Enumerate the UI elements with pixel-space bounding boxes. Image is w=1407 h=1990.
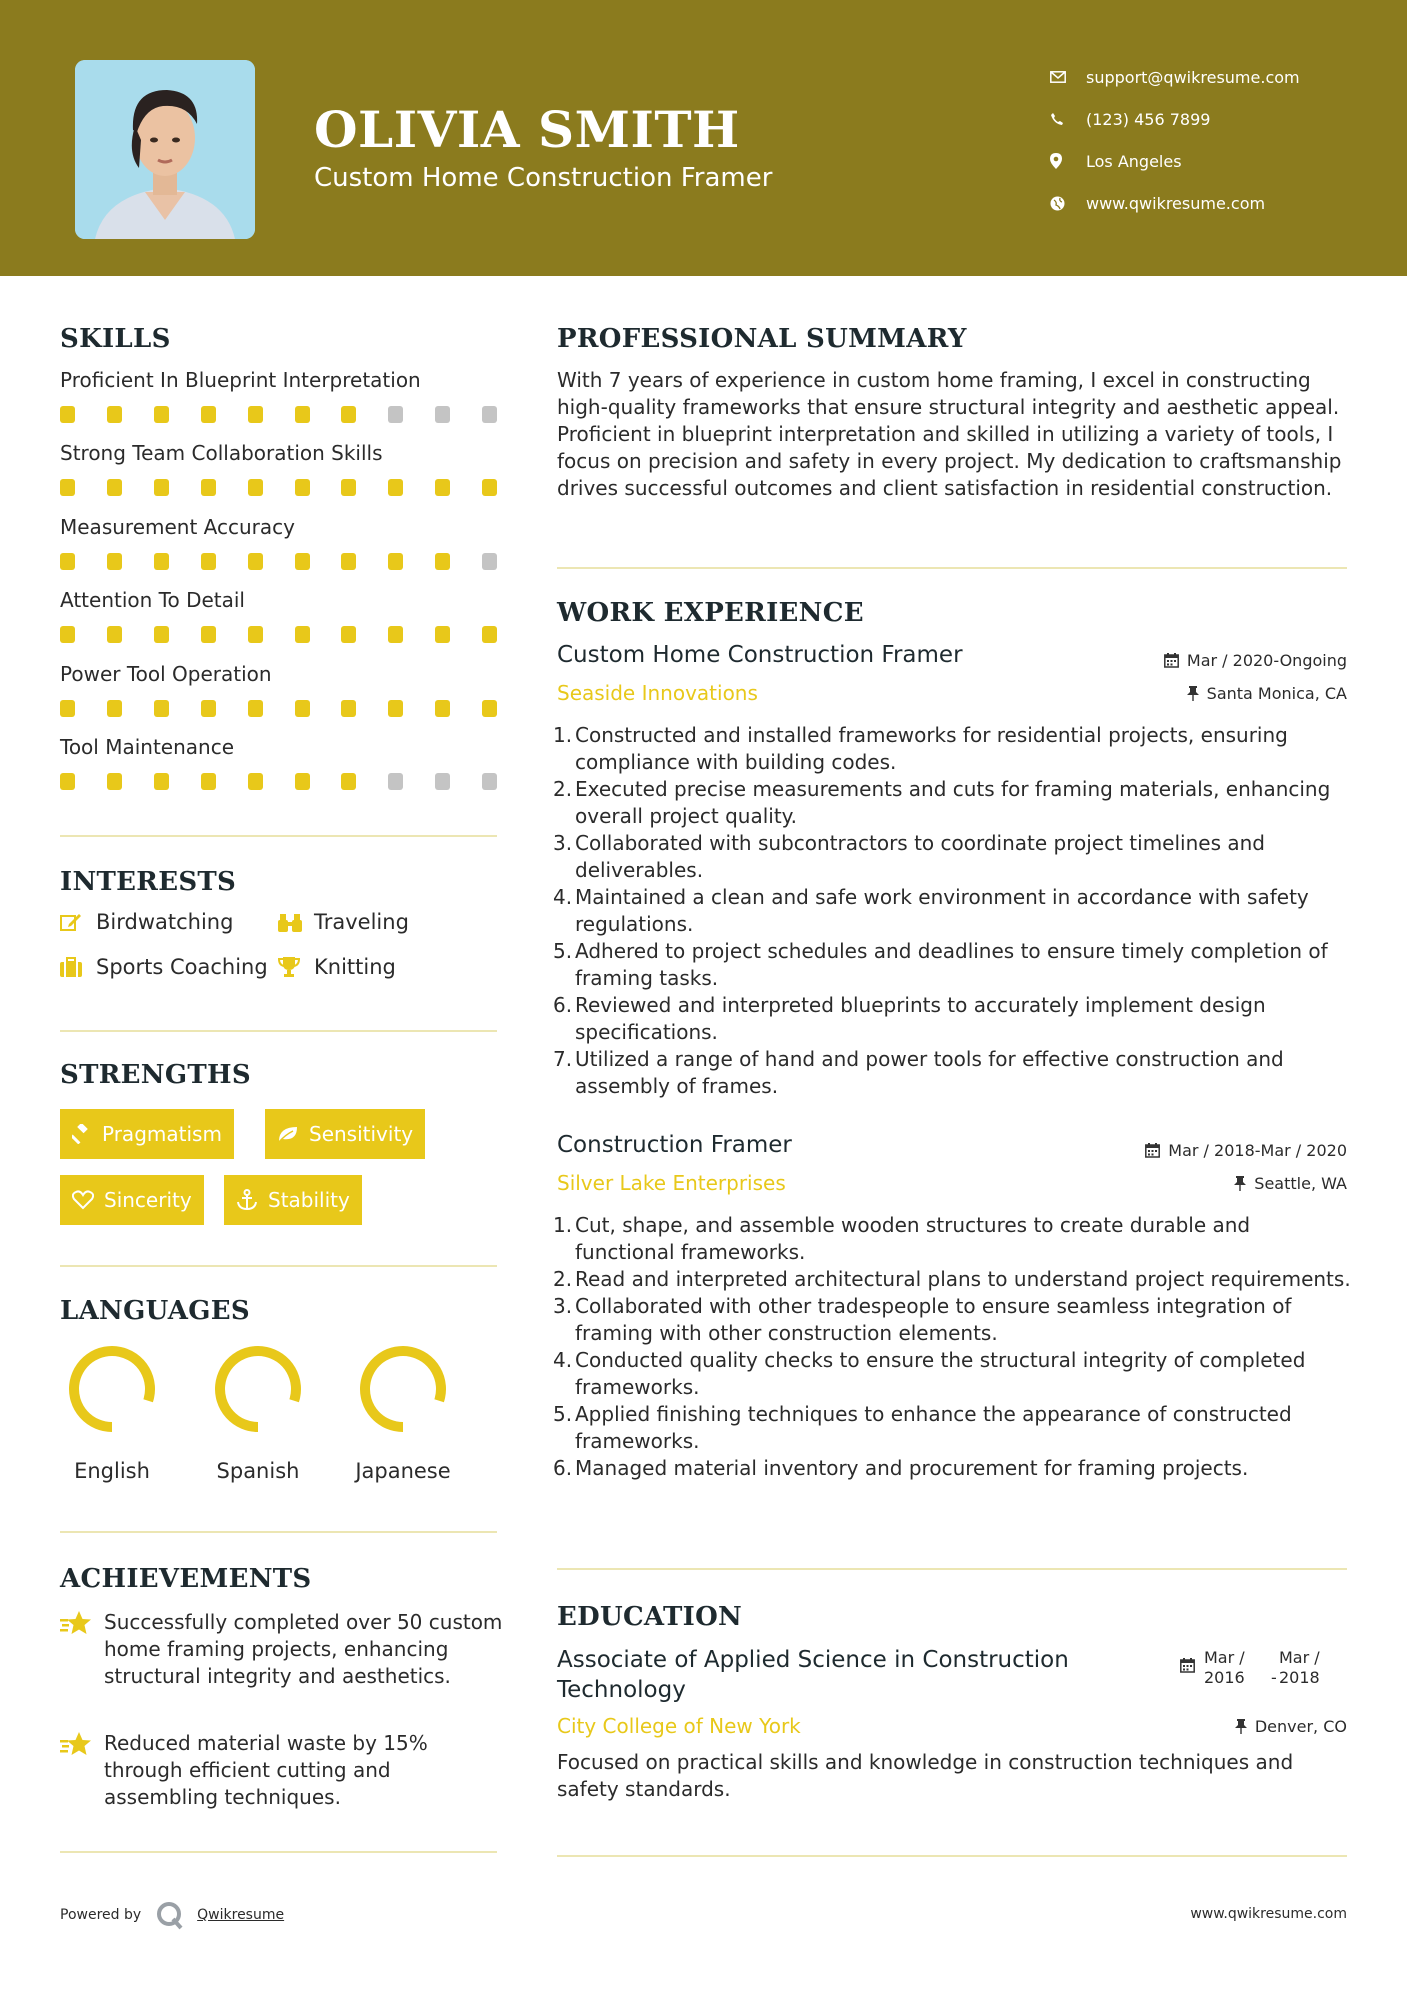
briefcase-icon bbox=[60, 957, 96, 977]
rating-dot-empty bbox=[482, 406, 497, 423]
job-title: Custom Home Construction Framer bbox=[557, 642, 963, 668]
rating-dot-filled bbox=[201, 626, 216, 643]
strength-tag bbox=[60, 1109, 234, 1159]
duty-number: 6. bbox=[553, 993, 573, 1017]
rating-dot-filled bbox=[248, 479, 263, 496]
rating-dot-filled bbox=[435, 479, 450, 496]
duty-item bbox=[553, 1347, 1353, 1401]
leaf-icon bbox=[277, 1125, 299, 1143]
resume-header bbox=[0, 0, 1407, 276]
job-duties bbox=[553, 1212, 1353, 1482]
rating-dot-filled bbox=[154, 700, 169, 717]
interest-item bbox=[60, 910, 233, 934]
skill-name: Tool Maintenance bbox=[60, 735, 235, 759]
duty-number: 3. bbox=[553, 1294, 573, 1318]
language-gauge bbox=[343, 1342, 463, 1446]
language-label: Japanese bbox=[355, 1459, 451, 1483]
rating-dot-filled bbox=[435, 626, 450, 643]
language-label: Spanish bbox=[216, 1459, 300, 1483]
duty-item bbox=[553, 776, 1353, 830]
rating-dot-filled bbox=[248, 700, 263, 717]
summary-heading: PROFESSIONAL SUMMARY bbox=[557, 324, 967, 354]
strength-label: Sensitivity bbox=[309, 1122, 414, 1146]
rating-dot-filled bbox=[295, 626, 310, 643]
rating-dot-filled bbox=[154, 773, 169, 790]
duty-number: 2. bbox=[553, 777, 573, 801]
duty-item bbox=[553, 1401, 1353, 1455]
divider bbox=[60, 1265, 497, 1267]
rating-dot-filled bbox=[295, 406, 310, 423]
rating-dot-filled bbox=[107, 773, 122, 790]
contact-phone[interactable] bbox=[1050, 98, 1370, 140]
language-gauge bbox=[198, 1342, 318, 1446]
divider bbox=[60, 1851, 497, 1853]
rating-dot-filled bbox=[60, 700, 75, 717]
achievement-text: Reduced material waste by 15% through efficient cutting and assembling techniques. bbox=[104, 1731, 428, 1809]
duty-text: Maintained a clean and safe work environment in accordance with safety regulations. bbox=[575, 885, 1309, 936]
skill-rating bbox=[60, 773, 500, 791]
education-location bbox=[1235, 1717, 1347, 1736]
rating-dot-filled bbox=[107, 406, 122, 423]
duty-item bbox=[553, 830, 1353, 884]
duty-text: Read and interpreted architectural plans to understand project requirements. bbox=[575, 1267, 1351, 1291]
duty-text: Managed material inventory and procurement for framing projects. bbox=[575, 1456, 1249, 1480]
envelope-icon bbox=[1050, 71, 1086, 83]
education-end-year: 2018 bbox=[1279, 1668, 1320, 1687]
footer-website-link[interactable]: www.qwikresume.com bbox=[1190, 1906, 1347, 1922]
rating-dot-filled bbox=[107, 479, 122, 496]
trophy-icon bbox=[278, 956, 314, 978]
contact-location bbox=[1050, 140, 1370, 182]
rating-dot-filled bbox=[388, 479, 403, 496]
anchor-icon bbox=[236, 1189, 258, 1211]
duty-text: Constructed and installed frameworks for residential projects, ensuring compliance with building codes. bbox=[575, 723, 1288, 774]
strength-tag bbox=[224, 1175, 362, 1225]
pushpin-icon bbox=[1235, 1719, 1247, 1734]
rating-dot-filled bbox=[341, 479, 356, 496]
education-start-month: Mar / bbox=[1204, 1648, 1245, 1667]
duty-item bbox=[553, 938, 1353, 992]
rating-dot-empty bbox=[388, 406, 403, 423]
interest-item bbox=[60, 955, 268, 979]
duty-number: 3. bbox=[553, 831, 573, 855]
job-location bbox=[1187, 684, 1347, 703]
language-arc bbox=[365, 1351, 441, 1427]
duty-number: 4. bbox=[553, 885, 573, 909]
rating-dot-filled bbox=[248, 553, 263, 570]
duty-text: Applied finishing techniques to enhance the appearance of constructed frameworks. bbox=[575, 1402, 1292, 1453]
skill-name: Proficient In Blueprint Interpretation bbox=[60, 368, 421, 392]
rating-dot-filled bbox=[388, 626, 403, 643]
calendar-icon bbox=[1164, 653, 1179, 668]
portrait-illustration bbox=[75, 60, 255, 239]
rating-dot-empty bbox=[482, 553, 497, 570]
interests-heading: INTERESTS bbox=[60, 867, 237, 897]
duty-text: Collaborated with subcontractors to coordinate project timelines and deliverables. bbox=[575, 831, 1265, 882]
skill-name: Attention To Detail bbox=[60, 588, 245, 613]
contact-email[interactable] bbox=[1050, 56, 1370, 98]
rating-dot-filled bbox=[341, 406, 356, 423]
rating-dot-filled bbox=[201, 553, 216, 570]
job-location-text: Seattle, WA bbox=[1254, 1174, 1347, 1193]
rating-dot-empty bbox=[435, 773, 450, 790]
job-location-text: Santa Monica, CA bbox=[1206, 684, 1347, 703]
date-separator: - bbox=[1271, 1668, 1277, 1687]
divider bbox=[557, 1855, 1347, 1857]
map-pin-icon bbox=[1050, 153, 1086, 169]
languages-heading: LANGUAGES bbox=[60, 1296, 250, 1326]
contact-location-text: Los Angeles bbox=[1086, 151, 1182, 171]
rating-dot-filled bbox=[295, 553, 310, 570]
rating-dot-filled bbox=[341, 773, 356, 790]
powered-by bbox=[60, 1900, 284, 1930]
job-dates-text: Mar / 2020-Ongoing bbox=[1186, 651, 1347, 670]
job-location bbox=[1234, 1174, 1347, 1193]
contact-website[interactable] bbox=[1050, 182, 1370, 224]
rating-dot-filled bbox=[154, 553, 169, 570]
rating-dot-filled bbox=[435, 553, 450, 570]
duty-number: 1. bbox=[553, 723, 573, 747]
duty-number: 7. bbox=[553, 1047, 573, 1071]
rating-dot-empty bbox=[435, 406, 450, 423]
contact-phone-text: (123) 456 7899 bbox=[1086, 109, 1211, 129]
rating-dot-filled bbox=[201, 406, 216, 423]
rating-dot-filled bbox=[107, 626, 122, 643]
contact-list bbox=[1050, 56, 1370, 224]
duty-item bbox=[553, 1455, 1353, 1482]
language-arc bbox=[220, 1351, 296, 1427]
skill-rating bbox=[60, 479, 500, 497]
strength-label: Stability bbox=[268, 1188, 350, 1212]
rating-dot-filled bbox=[482, 700, 497, 717]
education-dates bbox=[1180, 1648, 1350, 1692]
skill-rating bbox=[60, 406, 500, 424]
achievements-heading: ACHIEVEMENTS bbox=[60, 1564, 312, 1594]
rating-dot-filled bbox=[201, 700, 216, 717]
rating-dot-filled bbox=[248, 406, 263, 423]
skill-rating bbox=[60, 626, 500, 644]
duty-number: 6. bbox=[553, 1456, 573, 1480]
interest-label: Traveling bbox=[314, 910, 409, 934]
education-description: Focused on practical skills and knowledge in construction techniques and safety standards. bbox=[557, 1750, 1294, 1801]
binoculars-icon bbox=[278, 912, 314, 932]
rating-dot-filled bbox=[248, 773, 263, 790]
job-title: Construction Framer bbox=[557, 1132, 792, 1158]
rating-dot-filled bbox=[107, 700, 122, 717]
strength-label: Pragmatism bbox=[102, 1122, 222, 1146]
skill-name: Measurement Accuracy bbox=[60, 514, 295, 539]
rating-dot-filled bbox=[201, 479, 216, 496]
job-dates-text: Mar / 2018-Mar / 2020 bbox=[1168, 1141, 1347, 1160]
rating-dot-filled bbox=[60, 553, 75, 570]
skill-name: Power Tool Operation bbox=[60, 661, 272, 686]
rating-dot-filled bbox=[341, 553, 356, 570]
rating-dot-filled bbox=[295, 700, 310, 717]
duty-item bbox=[553, 722, 1353, 776]
rating-dot-filled bbox=[295, 773, 310, 790]
qwikresume-link[interactable]: Qwikresume bbox=[197, 1907, 285, 1923]
rating-dot-filled bbox=[435, 700, 450, 717]
duty-item bbox=[553, 992, 1353, 1046]
rating-dot-filled bbox=[341, 700, 356, 717]
rating-dot-filled bbox=[154, 479, 169, 496]
experience-heading: WORK EXPERIENCE bbox=[557, 598, 864, 628]
skill-rating bbox=[60, 700, 500, 718]
pushpin-icon bbox=[1187, 686, 1199, 701]
duty-text: Executed precise measurements and cuts for framing materials, enhancing overall project quality. bbox=[575, 777, 1331, 828]
duty-number: 2. bbox=[553, 1267, 573, 1291]
heart-icon bbox=[72, 1190, 94, 1210]
duty-item bbox=[553, 884, 1353, 938]
degree-title: Associate of Applied Science in Construction Technology bbox=[557, 1647, 1069, 1703]
education-location-text: Denver, CO bbox=[1254, 1717, 1347, 1736]
duty-number: 4. bbox=[553, 1348, 573, 1372]
rating-dot-filled bbox=[60, 626, 75, 643]
job-company: Silver Lake Enterprises bbox=[557, 1171, 786, 1195]
rating-dot-filled bbox=[388, 700, 403, 717]
candidate-name: OLIVIA SMITH bbox=[314, 100, 740, 159]
duty-number: 5. bbox=[553, 1402, 573, 1426]
interest-item bbox=[278, 955, 396, 979]
strength-label: Sincerity bbox=[104, 1188, 192, 1212]
divider bbox=[557, 1568, 1347, 1570]
rating-dot-filled bbox=[60, 773, 75, 790]
phone-icon bbox=[1050, 112, 1086, 126]
duty-item bbox=[553, 1046, 1353, 1100]
strength-tag bbox=[265, 1109, 425, 1159]
globe-icon bbox=[1050, 196, 1086, 211]
rating-dot-filled bbox=[482, 626, 497, 643]
duty-item bbox=[553, 1266, 1353, 1293]
job-duties bbox=[553, 722, 1353, 1100]
profile-photo bbox=[75, 60, 255, 239]
job-dates bbox=[1164, 651, 1347, 670]
rating-dot-filled bbox=[60, 406, 75, 423]
rating-dot-filled bbox=[154, 626, 169, 643]
rating-dot-filled bbox=[482, 479, 497, 496]
strength-tag bbox=[60, 1175, 204, 1225]
duty-number: 5. bbox=[553, 939, 573, 963]
duty-text: Reviewed and interpreted blueprints to accurately implement design specifications. bbox=[575, 993, 1266, 1044]
rating-dot-filled bbox=[107, 553, 122, 570]
interest-label: Knitting bbox=[314, 955, 396, 979]
calendar-icon bbox=[1180, 1658, 1195, 1677]
qwikresume-logo-icon bbox=[155, 1900, 185, 1930]
language-arc bbox=[74, 1351, 150, 1427]
skill-rating bbox=[60, 553, 500, 571]
job-company: Seaside Innovations bbox=[557, 681, 758, 705]
skills-heading: SKILLS bbox=[60, 324, 171, 354]
duty-text: Cut, shape, and assemble wooden structures to create durable and functional frameworks. bbox=[575, 1213, 1251, 1264]
divider bbox=[60, 1030, 497, 1032]
divider bbox=[557, 567, 1347, 569]
contact-email-text: support@qwikresume.com bbox=[1086, 67, 1300, 87]
rating-dot-empty bbox=[388, 773, 403, 790]
pencil-icon bbox=[60, 912, 96, 932]
rating-dot-filled bbox=[295, 479, 310, 496]
language-label: English bbox=[74, 1459, 150, 1483]
calendar-icon bbox=[1145, 1143, 1160, 1158]
job-dates bbox=[1145, 1141, 1347, 1160]
candidate-role: Custom Home Construction Framer bbox=[314, 163, 773, 193]
duty-text: Conducted quality checks to ensure the structural integrity of completed frameworks. bbox=[575, 1348, 1306, 1399]
rating-dot-filled bbox=[341, 626, 356, 643]
education-end-month: Mar / bbox=[1279, 1648, 1320, 1667]
duty-text: Collaborated with other tradespeople to ensure seamless integration of framing with other construction elements. bbox=[575, 1294, 1292, 1345]
rating-dot-filled bbox=[201, 773, 216, 790]
education-start-year: 2016 bbox=[1204, 1668, 1245, 1687]
school-name: City College of New York bbox=[557, 1714, 801, 1738]
pushpin-icon bbox=[1234, 1176, 1246, 1191]
interest-label: Sports Coaching bbox=[96, 955, 268, 979]
duty-number: 1. bbox=[553, 1213, 573, 1237]
star-icon bbox=[60, 1730, 94, 1762]
language-gauge bbox=[52, 1342, 172, 1446]
powered-by-text: Powered by bbox=[60, 1907, 142, 1923]
duty-item bbox=[553, 1293, 1353, 1347]
duty-text: Utilized a range of hand and power tools for effective construction and assembly of frames. bbox=[575, 1047, 1284, 1098]
gavel-icon bbox=[72, 1124, 92, 1144]
divider bbox=[60, 1531, 497, 1533]
star-icon bbox=[60, 1609, 94, 1641]
education-heading: EDUCATION bbox=[557, 1602, 743, 1632]
rating-dot-filled bbox=[388, 553, 403, 570]
rating-dot-empty bbox=[482, 773, 497, 790]
rating-dot-filled bbox=[248, 626, 263, 643]
rating-dot-filled bbox=[60, 479, 75, 496]
skill-name: Strong Team Collaboration Skills bbox=[60, 441, 383, 466]
contact-website-text: www.qwikresume.com bbox=[1086, 193, 1266, 213]
achievement-text: Successfully completed over 50 custom home framing projects, enhancing structural integrity and aesthetics. bbox=[104, 1610, 503, 1688]
duty-item bbox=[553, 1212, 1353, 1266]
strengths-heading: STRENGTHS bbox=[60, 1060, 251, 1090]
duty-text: Adhered to project schedules and deadlines to ensure timely completion of framing tasks. bbox=[575, 939, 1328, 990]
rating-dot-filled bbox=[154, 406, 169, 423]
divider bbox=[60, 835, 497, 837]
interest-label: Birdwatching bbox=[96, 910, 234, 934]
interest-item bbox=[278, 910, 409, 934]
summary-text: With 7 years of experience in custom home framing, I excel in constructing high-quality frameworks that ensure structural integrity and aesthetic appeal. Proficient in blueprint interpretation and skilled in utilizing a variety of tools, I focus on precision and safety in every project. My dedication to craftsmanship drives successful outcomes and client satisfaction in residential construction. bbox=[557, 368, 1342, 500]
